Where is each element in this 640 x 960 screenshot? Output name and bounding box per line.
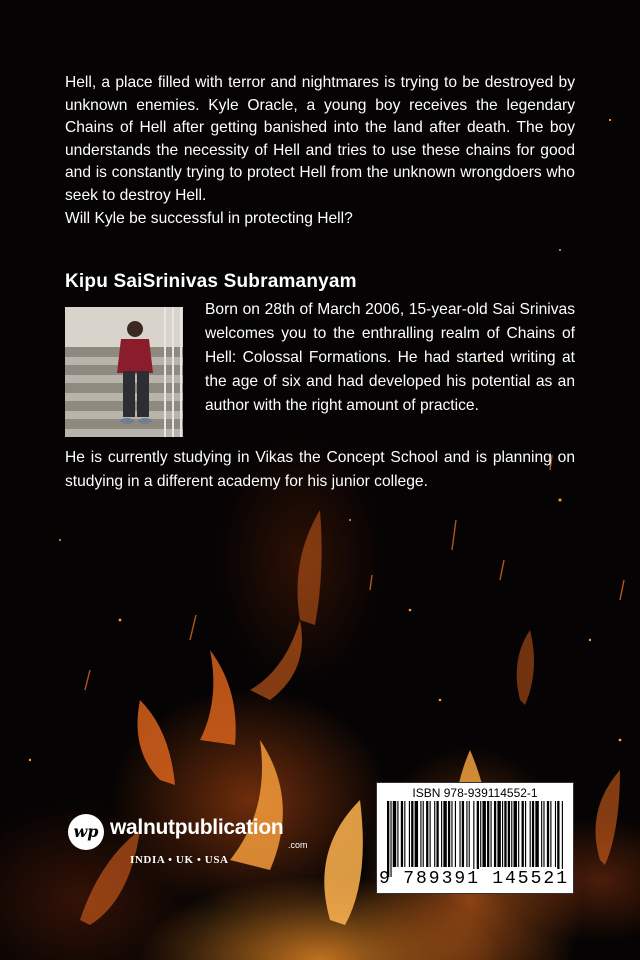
barcode-bar [415,801,418,867]
barcode-bar [451,801,452,867]
author-bio-continued: He is currently studying in Vikas the Concept School and is planning on studying in a different academy for his junior college. [65,449,575,490]
barcode-bar [535,801,538,867]
author-name: Kipu SaiSrinivas Subramanyam [65,271,357,292]
barcode-bar [557,801,559,877]
barcode-bar [543,801,544,867]
barcode-bar [441,801,442,867]
barcode-bar [387,801,389,877]
barcode-bar [480,801,481,867]
barcode-bar [562,801,563,877]
barcode-bar [511,801,512,867]
synopsis-paragraph: Hell, a place filled with terror and nightmares is trying to be destroyed by unknown enemies. Kyle Oracle, a young boy receives the legendary Chains of Hell after getting banished into the land after death. The boy understands the necessity of Hell and tries to use these chains for good and is constantly trying to protect Hell from the unknown wrongdoers who seek to destroy Hell. [65,74,575,204]
barcode-bar [426,801,428,867]
publisher-regions: INDIA • UK • USA [130,854,229,866]
isbn-label: ISBN 978-939114552-1 [412,786,538,800]
barcode-bar [487,801,489,867]
barcode-bar [525,801,526,867]
barcode-bar [443,801,446,867]
barcode-bar [393,801,396,867]
barcode-bar [494,801,496,867]
barcode-bar [420,801,421,867]
barcode-bar [541,801,542,867]
publisher-logo-icon: wp [68,814,104,850]
barcode-bar [455,801,456,867]
barcode-bar [466,801,467,867]
barcode-bar [555,801,556,867]
synopsis-question: Will Kyle be successful in protecting Hell? [65,209,353,227]
barcode-bars [383,801,567,877]
publisher-domain: .com [288,840,308,850]
barcode-bar [473,801,474,877]
isbn-digit-first: 9 [379,869,390,889]
barcode-bar [411,801,413,867]
isbn-barcode [376,782,574,894]
barcode-bar [436,801,438,867]
barcode-bar [550,801,551,867]
synopsis [65,72,575,230]
barcode-bar [462,801,464,867]
barcode-bar [401,801,403,867]
barcode-bar [469,801,470,867]
publisher-name: walnutpublication [110,816,284,839]
author-bio: Born on 28th of March 2006, 15-year-old Sai Srinivas welcomes you to the enthralling realm of Chains of Hell: Colossal Formations. He had started writing at the age of six and had developed his potential as an author with the right amount of practice. [205,301,575,414]
barcode-bar [508,801,510,867]
publisher-block [68,812,318,872]
barcode-bar [397,801,398,867]
barcode-bar [409,801,410,867]
barcode-bar [504,801,506,867]
barcode-bar [430,801,431,867]
isbn-digit-group-right: 145521 [492,869,569,889]
barcode-bar [522,801,524,867]
barcode-bar [477,801,479,877]
barcode-bar [390,801,391,877]
barcode-bar [434,801,435,867]
isbn-digit-group-left: 789391 [403,869,480,889]
isbn-digits [379,869,571,889]
author-photo [65,307,183,437]
barcode-bar [547,801,549,867]
barcode-bar [459,801,460,867]
barcode-bar [404,801,405,867]
barcode-bar [518,801,519,867]
barcode-bar [497,801,500,867]
barcode-bar [448,801,450,867]
barcode-bar [532,801,534,867]
barcode-bar [482,801,485,867]
barcode-bar [502,801,503,867]
barcode-bar [423,801,424,867]
barcode-bar [514,801,517,867]
barcode-bar [530,801,531,867]
barcode-bar [491,801,492,867]
